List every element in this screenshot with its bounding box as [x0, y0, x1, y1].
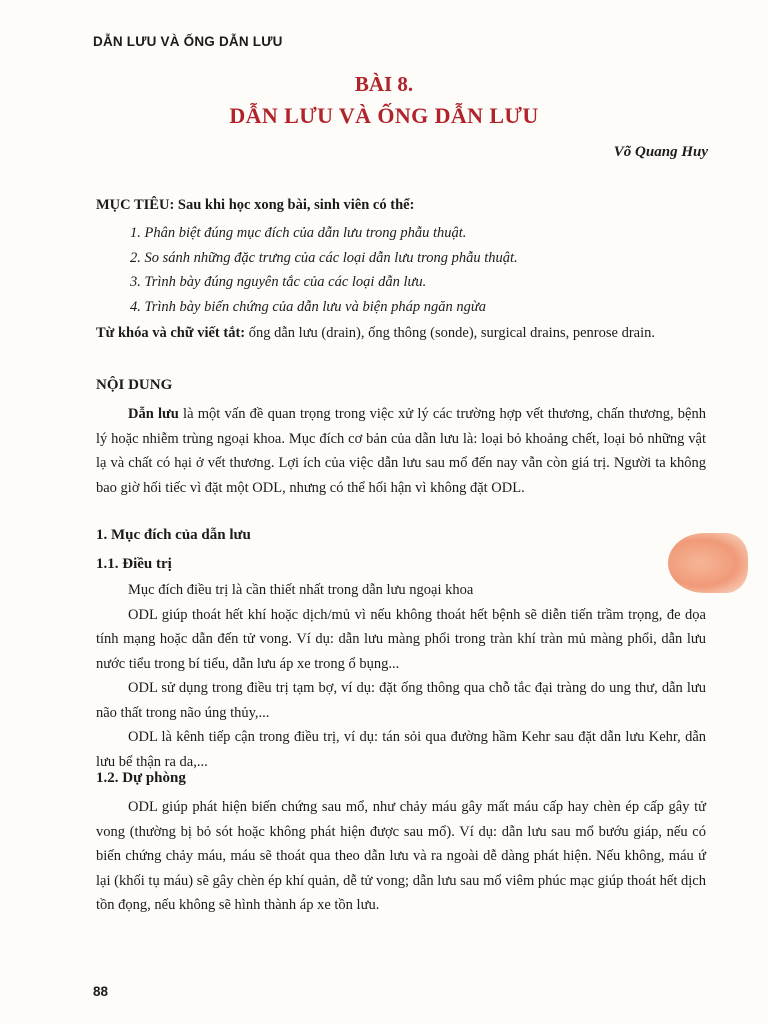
section-1-2-heading: 1.2. Dự phòng — [96, 770, 186, 786]
intro-bold-term: Dẫn lưu — [128, 406, 179, 422]
keywords-paragraph — [96, 321, 706, 346]
section-1-1-heading: 1.1. Điều trị — [96, 556, 172, 572]
section-1-heading: 1. Mục đích của dẫn lưu — [96, 527, 251, 543]
intro-paragraph — [96, 402, 706, 500]
page-number: 88 — [93, 984, 109, 999]
chapter-title: DẪN LƯU VÀ ỐNG DẪN LƯU — [229, 103, 539, 128]
fingertip-photo-artifact — [668, 533, 748, 593]
objectives-label: MỤC TIÊU: — [96, 197, 175, 213]
author-name: Võ Quang Huy — [613, 144, 708, 160]
intro-text: là một vấn đề quan trọng trong việc xử lý các trường hợp vết thương, chấn thương, bệnh lý hoặc nhiễm trùng ngoại khoa. Mục đích cơ bản của dẫn lưu là: loại bỏ khoảng chết, loại bỏ những vật lạ và chất có hại ở vết thương. Lợi ích của việc dẫn lưu sau mổ đến nay vẫn còn giá trị. Người ta không bao giờ hối tiếc vì đặt một ODL, nhưng có thể hối hận vì không đặt ODL. — [96, 406, 706, 496]
objective-item: 4. Trình bày biến chứng của dẫn lưu và biện pháp ngăn ngừa — [130, 298, 486, 315]
content-heading: NỘI DUNG — [96, 377, 173, 393]
objective-item: 2. So sánh những đặc trưng của các loại dẫn lưu trong phẫu thuật. — [130, 249, 518, 266]
objective-item: 1. Phân biệt đúng mục đích của dẫn lưu trong phẫu thuật. — [130, 225, 467, 241]
keywords-label: Từ khóa và chữ viết tắt: — [96, 325, 246, 341]
objectives-intro: Sau khi học xong bài, sinh viên có thể: — [174, 197, 415, 213]
paragraph: ODL giúp thoát hết khí hoặc dịch/mủ vì nếu không thoát hết bệnh sẽ diễn tiến trầm trọng, đe dọa tính mạng hoặc dẫn đến tử vong. Ví dụ: dẫn lưu màng phổi trong tràn khí tràn mủ màng phổi, dẫn lưu nước tiểu trong bí tiểu, dẫn lưu áp xe trong ổ bụng... — [96, 606, 706, 672]
section-1-1-body — [96, 578, 706, 774]
paragraph: ODL là kênh tiếp cận trong điều trị, ví dụ: tán sỏi qua đường hầm Kehr sau đặt dẫn lưu Kehr, dẫn lưu bể thận ra da,... — [96, 729, 706, 770]
running-head: DẪN LƯU VÀ ỐNG DẪN LƯU — [93, 34, 283, 49]
objective-item: 3. Trình bày đúng nguyên tắc của các loại dẫn lưu. — [130, 274, 427, 290]
objectives-heading — [96, 193, 706, 218]
paragraph: ODL sử dụng trong điều trị tạm bợ, ví dụ: đặt ống thông qua chỗ tắc đại tràng do ung thư, dẫn lưu não thất trong não úng thủy,... — [96, 680, 706, 721]
keywords-text: ống dẫn lưu (drain), ống thông (sonde), surgical drains, penrose drain. — [245, 325, 655, 341]
section-1-2-body — [96, 795, 706, 918]
chapter-number: BÀI 8. — [354, 72, 414, 96]
paragraph: Mục đích điều trị là cần thiết nhất trong dẫn lưu ngoại khoa — [128, 582, 474, 598]
paragraph: ODL giúp phát hiện biến chứng sau mổ, như chảy máu gây mất máu cấp hay chèn ép cấp gây tử vong (thường bị bỏ sót hoặc không phát hiện được sau mổ). Ví dụ: dẫn lưu sau mổ bướu giáp, nếu có biến chứng chảy máu, máu sẽ thoát qua theo dẫn lưu và ra ngoài dễ dàng phát hiện. Nếu không, máu ứ lại (khối tụ máu) sẽ gây chèn ép khí quản, dễ tử vong; dẫn lưu sau mổ viêm phúc mạc giúp thoát hết dịch tồn đọng, nếu không sẽ hình thành áp xe tồn lưu. — [96, 799, 706, 913]
objectives-list — [130, 221, 518, 319]
